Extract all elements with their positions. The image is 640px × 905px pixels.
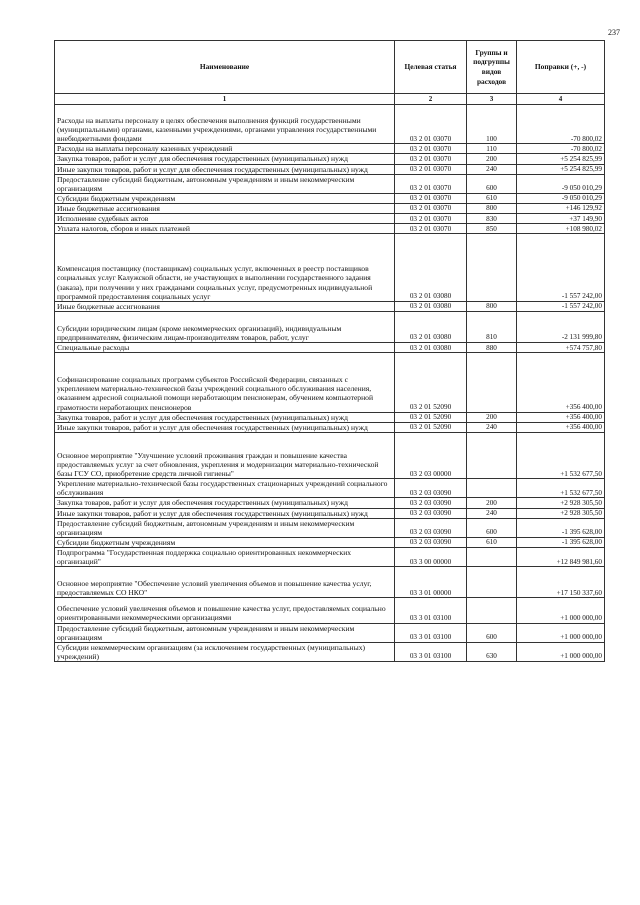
row-name: Специальные расходы [55,343,395,353]
row-name: Иные бюджетные ассигнования [55,301,395,311]
table-row [55,164,605,174]
row-expense-type: 800 [467,203,517,213]
row-amendment: +17 150 337,60 [517,567,605,598]
row-target-code: 03 2 01 03080 [395,311,467,342]
table-row [55,498,605,508]
row-name: Уплата налогов, сборов и иных платежей [55,224,395,234]
row-target-code: 03 2 01 03080 [395,301,467,311]
row-amendment: +12 849 981,60 [517,547,605,566]
table-row [55,537,605,547]
header-group: Группы и подгруппы видов расходов [467,41,517,94]
row-name: Основное мероприятие "Обеспечение условий увеличения объемов и повышение качества услуг, предоставляемых СО НКО" [55,567,395,598]
row-target-code: 03 3 00 00000 [395,547,467,566]
column-number: 2 [395,94,467,105]
row-name: Закупка товаров, работ и услуг для обеспечения государственных (муниципальных) нужд [55,498,395,508]
row-amendment: -1 395 628,00 [517,537,605,547]
row-amendment: +1 000 000,00 [517,598,605,623]
column-number-row [55,94,605,105]
table-row [55,412,605,422]
row-target-code: 03 2 01 03080 [395,343,467,353]
table-row [55,224,605,234]
table-row [55,479,605,498]
row-amendment: +356 400,00 [517,412,605,422]
row-expense-type: 100 [467,105,517,144]
row-expense-type: 240 [467,164,517,174]
row-expense-type [467,598,517,623]
row-amendment: +1 532 677,50 [517,432,605,478]
table-row [55,343,605,353]
row-target-code: 03 2 03 00000 [395,432,467,478]
row-expense-type: 110 [467,144,517,154]
row-name: Расходы на выплаты персоналу казенных учреждений [55,144,395,154]
table-row [55,193,605,203]
row-target-code: 03 2 01 03070 [395,174,467,193]
row-expense-type [467,547,517,566]
row-target-code: 03 2 03 03090 [395,537,467,547]
row-target-code: 03 2 01 52090 [395,422,467,432]
row-amendment: +356 400,00 [517,422,605,432]
row-expense-type: 200 [467,154,517,164]
row-name: Иные бюджетные ассигнования [55,203,395,213]
row-expense-type [467,353,517,412]
row-name: Иные закупки товаров, работ и услуг для обеспечения государственных (муниципальных) нужд [55,422,395,432]
row-name: Субсидии некоммерческим организациям (за исключением государственных (муниципальных) учреждений) [55,642,395,661]
row-target-code: 03 3 01 00000 [395,567,467,598]
row-name: Софинансирование социальных программ субъектов Российской Федерации, связанных с укреплением материально-технической базы учреждений социального обслуживания населения, оказанием адресной социальной помощи неработающим пенсионерам, обучением компьютерной грамотности неработающих пенсионеров [55,353,395,412]
row-expense-type: 200 [467,498,517,508]
table-row [55,598,605,623]
table-row [55,432,605,478]
row-target-code: 03 3 01 03100 [395,623,467,642]
row-expense-type: 240 [467,422,517,432]
row-amendment: -2 131 999,80 [517,311,605,342]
table-row [55,234,605,301]
row-name: Укрепление материально-технической базы государственных стационарных учреждений социального обслуживания [55,479,395,498]
table-row [55,154,605,164]
row-amendment: +1 000 000,00 [517,623,605,642]
row-expense-type [467,567,517,598]
row-amendment: -1 557 242,00 [517,301,605,311]
row-expense-type [467,234,517,301]
row-expense-type: 610 [467,193,517,203]
row-expense-type: 240 [467,508,517,518]
row-target-code: 03 2 01 03070 [395,224,467,234]
table-row [55,301,605,311]
row-target-code: 03 2 01 03070 [395,105,467,144]
row-target-code: 03 2 03 03090 [395,518,467,537]
row-amendment: -9 050 010,29 [517,193,605,203]
row-expense-type: 880 [467,343,517,353]
row-expense-type: 800 [467,301,517,311]
table-row [55,508,605,518]
column-number: 3 [467,94,517,105]
row-amendment: +2 928 305,50 [517,508,605,518]
row-amendment: +146 129,92 [517,203,605,213]
row-amendment: -70 800,02 [517,144,605,154]
row-target-code: 03 2 01 03080 [395,234,467,301]
row-amendment: +5 254 825,99 [517,164,605,174]
row-target-code: 03 2 03 03090 [395,498,467,508]
row-name: Субсидии бюджетным учреждениям [55,193,395,203]
row-amendment: +356 400,00 [517,353,605,412]
row-name: Закупка товаров, работ и услуг для обеспечения государственных (муниципальных) нужд [55,154,395,164]
table-row [55,567,605,598]
row-target-code: 03 2 03 03090 [395,508,467,518]
table-row [55,214,605,224]
row-target-code: 03 3 01 03100 [395,598,467,623]
row-expense-type: 830 [467,214,517,224]
row-target-code: 03 2 01 03070 [395,193,467,203]
table-row [55,422,605,432]
row-expense-type [467,432,517,478]
budget-table [54,40,605,662]
row-name: Исполнение судебных актов [55,214,395,224]
row-name: Субсидии бюджетным учреждениям [55,537,395,547]
row-target-code: 03 2 01 03070 [395,164,467,174]
row-expense-type: 630 [467,642,517,661]
row-name: Основное мероприятие "Улучшение условий проживания граждан и повышение качества предоставляемых услуг за счет обновления, укрепления и модернизации материально-технической базы ГСУ СО, приобретение средств личной гигиены" [55,432,395,478]
row-expense-type: 610 [467,537,517,547]
row-target-code: 03 2 01 03070 [395,203,467,213]
row-target-code: 03 3 01 03100 [395,642,467,661]
row-expense-type: 600 [467,174,517,193]
table-row [55,518,605,537]
header-amend: Поправки (+, -) [517,41,605,94]
table-row [55,623,605,642]
row-target-code: 03 2 01 03070 [395,214,467,224]
row-name: Субсидии юридическим лицам (кроме некоммерческих организаций), индивидуальным предпринимателям, физическим лицам-производителям товаров, работ, услуг [55,311,395,342]
column-number: 1 [55,94,395,105]
table-row [55,642,605,661]
row-expense-type: 600 [467,623,517,642]
row-target-code: 03 2 03 03090 [395,479,467,498]
row-amendment: +2 928 305,50 [517,498,605,508]
row-amendment: +5 254 825,99 [517,154,605,164]
table-row [55,203,605,213]
row-amendment: +574 757,80 [517,343,605,353]
row-name: Предоставление субсидий бюджетным, автономным учреждениям и иным некоммерческим организациям [55,174,395,193]
row-target-code: 03 2 01 52090 [395,412,467,422]
row-target-code: 03 2 01 52090 [395,353,467,412]
row-name: Предоставление субсидий бюджетным, автономным учреждениям и иным некоммерческим организациям [55,623,395,642]
table-row [55,144,605,154]
row-name: Расходы на выплаты персоналу в целях обеспечения выполнения функций государственными (муниципальными) органами, казенными учреждениями, органами управления государственными внебюджетными фондами [55,105,395,144]
row-name: Закупка товаров, работ и услуг для обеспечения государственных (муниципальных) нужд [55,412,395,422]
row-expense-type: 810 [467,311,517,342]
page-number: 237 [608,28,620,37]
row-amendment: +1 532 677,50 [517,479,605,498]
row-name: Иные закупки товаров, работ и услуг для обеспечения государственных (муниципальных) нужд [55,508,395,518]
table-row [55,311,605,342]
row-amendment: +37 149,90 [517,214,605,224]
row-name: Подпрограмма "Государственная поддержка социально ориентированных некоммерческих организаций" [55,547,395,566]
row-name: Обеспечение условий увеличения объемов и повышение качества услуг, предоставляемых социально ориентированными некоммерческими организациями [55,598,395,623]
table-row [55,547,605,566]
row-name: Предоставление субсидий бюджетным, автономным учреждениям и иным некоммерческим организациям [55,518,395,537]
header-row [55,41,605,94]
row-amendment: -1 557 242,00 [517,234,605,301]
row-expense-type: 200 [467,412,517,422]
header-target: Целевая статья [395,41,467,94]
table-row [55,353,605,412]
table-row [55,105,605,144]
row-amendment: +108 980,02 [517,224,605,234]
row-amendment: -9 050 010,29 [517,174,605,193]
row-name: Иные закупки товаров, работ и услуг для обеспечения государственных (муниципальных) нужд [55,164,395,174]
table-row [55,174,605,193]
row-expense-type: 600 [467,518,517,537]
row-amendment: -70 800,02 [517,105,605,144]
row-target-code: 03 2 01 03070 [395,154,467,164]
row-target-code: 03 2 01 03070 [395,144,467,154]
row-amendment: +1 000 000,00 [517,642,605,661]
row-name: Компенсация поставщику (поставщикам) социальных услуг, включенных в реестр поставщиков социальных услуг Калужской области, не участвующих в выполнении государственного задания (заказа), при получении у них гражданами социальных услуг, предусмотренных индивидуальной программой предоставления социальных услуг [55,234,395,301]
column-number: 4 [517,94,605,105]
header-name: Наименование [55,41,395,94]
row-expense-type: 850 [467,224,517,234]
row-amendment: -1 395 628,00 [517,518,605,537]
row-expense-type [467,479,517,498]
